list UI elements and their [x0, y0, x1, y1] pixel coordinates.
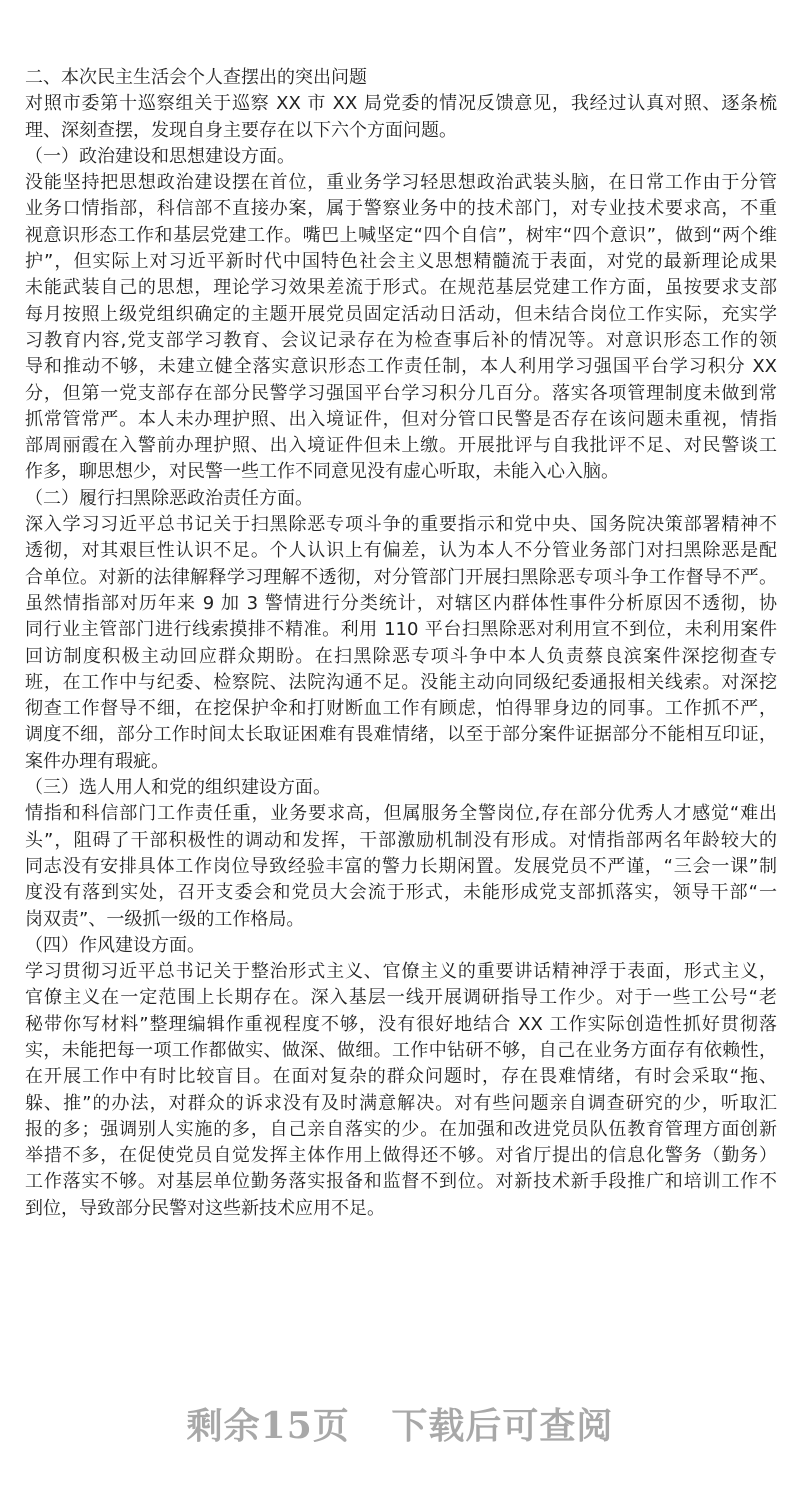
text-line: 习教育内容,党支部学习教育、会议记录存在为检查事后补的情况等。对意识形态工作的领 — [25, 329, 777, 351]
text-line: 合单位。对新的法律解释学习理解不透彻，对分管部门开展扫黑除恶专项斗争工作督导不严。 — [25, 566, 777, 588]
text-line: 实，未能把每一项工作都做实、做深、做细。工作中钻研不够，自己在业务方面存有依赖性， — [25, 1039, 777, 1061]
text-line: 分，但第一党支部存在部分民警学习强国平台学习积分几百分。落实各项管理制度未做到常 — [25, 382, 777, 404]
text-line: 调度不细，部分工作时间太长取证困难有畏难情绪，以至于部分案件证据部分不能相互印证， — [25, 724, 777, 746]
text-line: 视意识形态工作和基层党建工作。嘴巴上喊坚定“四个自信”，树牢“四个意识”，做到“两个维 — [25, 224, 777, 246]
text-line: （二）履行扫黑除恶政治责任方面。 — [25, 487, 313, 509]
text-line: 学习贯彻习近平总书记关于整治形式主义、官僚主义的重要讲话精神浮于表面，形式主义， — [25, 961, 777, 983]
text-line: 同志没有安排具体工作岗位导致经验丰富的警力长期闲置。发展党员不严谨，“三会一课”制 — [25, 855, 777, 877]
text-line: （四）作风建设方面。 — [25, 934, 205, 956]
text-line: 部周丽霞在入警前办理护照、出入境证件但未上缴。开展批评与自我批评不足、对民警谈工 — [25, 435, 777, 457]
remaining-pages-label: 剩余15页 — [186, 1405, 350, 1447]
text-line: 业务口情指部，科信部不直接办案，属于警察业务中的技术部门，对专业技术要求高，不重 — [25, 198, 777, 220]
text-line: 彻查工作督导不细，在挖保护伞和打财断血工作有顾虑，怕得罪身边的同事。工作抓不严， — [25, 698, 777, 720]
text-line: 二、本次民主生活会个人查摆出的突出问题 — [25, 67, 367, 88]
text-line: 对照市委第十巡察组关于巡察 XX 市 XX 局党委的情况反馈意见，我经过认真对照、逐条梳 — [25, 93, 777, 115]
text-line: 抓常管常严。本人未办理护照、出入境证件，但对分管口民警是否存在该问题未重视，情指 — [25, 408, 777, 430]
download-to-view-label[interactable]: 下载后可查阅 — [391, 1405, 614, 1447]
text-line: 作多，聊思想少，对民警一些工作不同意见没有虚心听取，未能入心入脑。 — [25, 461, 619, 483]
text-line: 头”，阻碍了干部积极性的调动和发挥，干部激励机制没有形成。对情指部两名年龄较大的 — [25, 829, 777, 851]
text-line: 官僚主义在一定范围上长期存在。深入基层一线开展调研指导工作少。对于一些工公号“老 — [25, 987, 777, 1009]
download-prompt[interactable] — [0, 1398, 800, 1449]
text-line: 未能武装自己的思想，理论学习效果差流于形式。在规范基层党建工作方面，虽按要求支部 — [25, 277, 777, 299]
text-line: 举措不多，在促使党员自觉发挥主体作用上做得还不够。对省厅提出的信息化警务（勤务） — [25, 1145, 777, 1167]
text-line: 到位，导致部分民警对这些新技术应用不足。 — [25, 1197, 385, 1219]
text-line: 躲、推”的办法，对群众的诉求没有及时满意解决。对有些问题亲自调查研究的少，听取汇 — [25, 1092, 777, 1114]
document-body — [25, 65, 777, 1222]
text-line: 每月按照上级党组织确定的主题开展党员固定活动日活动，但未结合岗位工作实际，充实学 — [25, 303, 777, 325]
text-line: 护”，但实际上对习近平新时代中国特色社会主义思想精髓流于表面，对党的最新理论成果 — [25, 251, 777, 273]
text-line: 理、深刻查摆，发现自身主要存在以下六个方面问题。 — [25, 119, 457, 141]
text-line: 在开展工作中有时比较盲目。在面对复杂的群众问题时，存在畏难情绪，有时会采取“拖、 — [25, 1066, 777, 1088]
text-line: 情指和科信部门工作责任重，业务要求高，但属服务全警岗位,存在部分优秀人才感觉“难出 — [25, 803, 777, 825]
text-line: 回访制度积极主动回应群众期盼。在扫黑除恶专项斗争中本人负责蔡良滨案件深挖彻查专 — [25, 645, 777, 667]
text-line: 没能坚持把思想政治建设摆在首位，重业务学习轻思想政治武装头脑，在日常工作由于分管 — [25, 172, 777, 194]
text-line: 岗双责”、一级抓一级的工作格局。 — [25, 908, 305, 930]
text-line: 秘带你写材料”整理编辑作重视程度不够，没有很好地结合 XX 工作实际创造性抓好贯彻落 — [25, 1013, 777, 1035]
text-line: 工作落实不够。对基层单位勤务落实报备和监督不到位。对新技术新手段推广和培训工作不 — [25, 1171, 777, 1193]
text-line: （一）政治建设和思想建设方面。 — [25, 145, 295, 167]
text-line: 同行业主管部门进行线索摸排不精准。利用 110 平台扫黑除恶对利用宣不到位，未利用案件 — [25, 619, 777, 641]
text-line: 导和推动不够，未建立健全落实意识形态工作责任制，本人利用学习强国平台学习积分 XX — [25, 356, 777, 378]
text-line: 虽然情指部对历年来 9 加 3 警情进行分类统计，对辖区内群体性事件分析原因不透彻，协 — [25, 592, 777, 614]
text-line: 深入学习习近平总书记关于扫黑除恶专项斗争的重要指示和党中央、国务院决策部署精神不 — [25, 514, 777, 536]
text-line: （三）选人用人和党的组织建设方面。 — [25, 777, 331, 799]
text-line: 报的多；强调别人实施的多，自己亲自落实的少。在加强和改进党员队伍教育管理方面创新 — [25, 1118, 777, 1140]
text-line: 案件办理有瑕疵。 — [25, 750, 169, 772]
text-line: 度没有落到实处，召开支委会和党员大会流于形式，未能形成党支部抓落实，领导干部“一 — [25, 882, 777, 904]
text-line: 透彻，对其艰巨性认识不足。个人认识上有偏差，认为本人不分管业务部门对扫黑除恶是配 — [25, 540, 777, 562]
text-line: 班，在工作中与纪委、检察院、法院沟通不足。没能主动向同级纪委通报相关线索。对深挖 — [25, 671, 777, 693]
